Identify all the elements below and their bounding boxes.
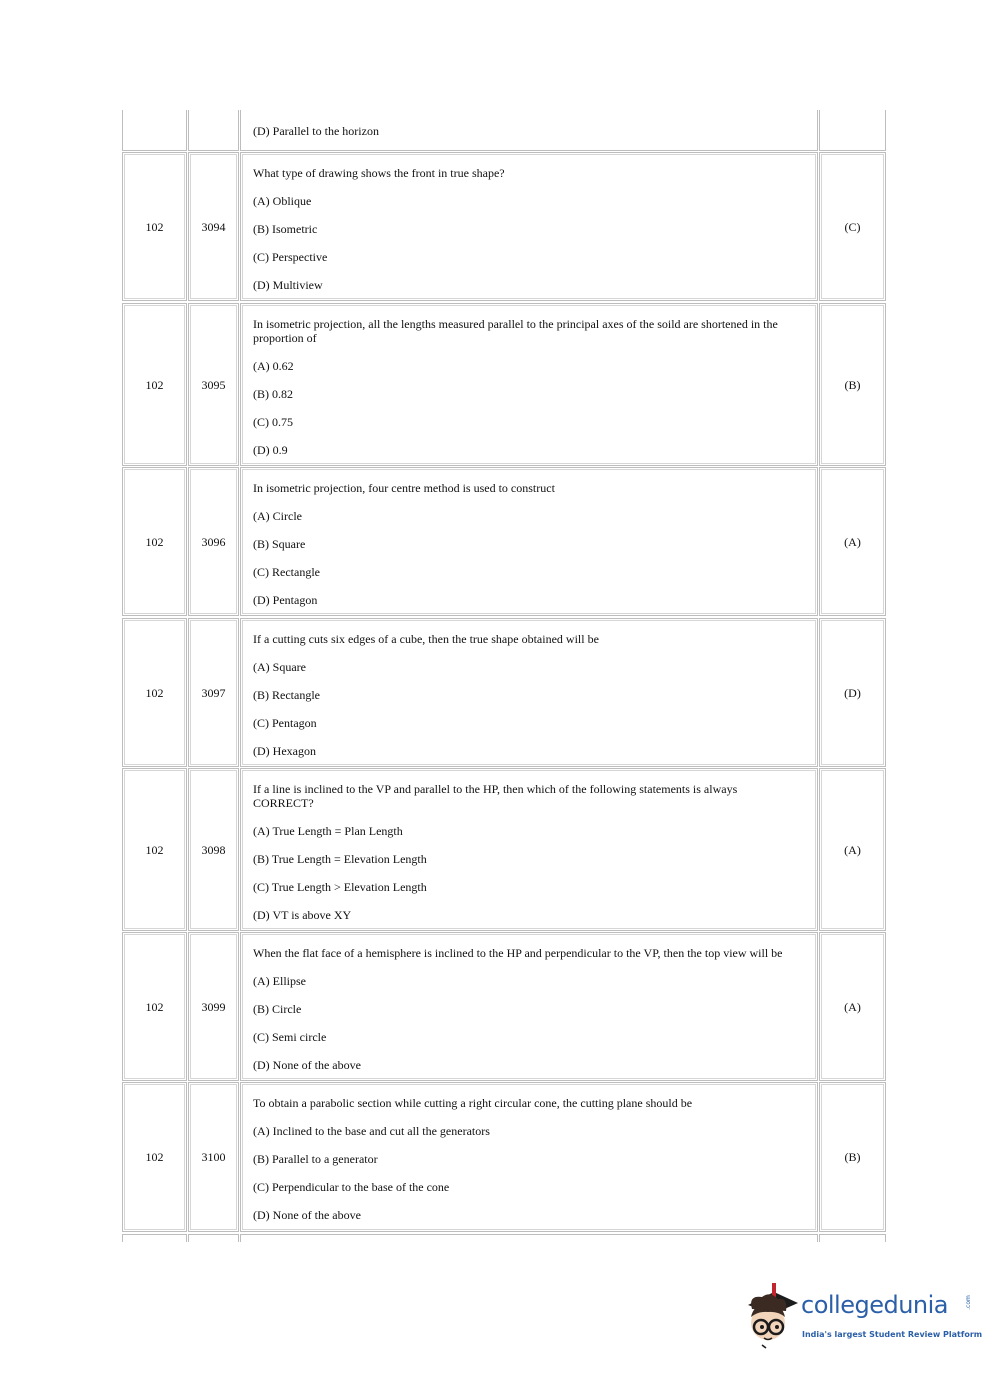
option-c: (C) Perspective — [253, 250, 328, 264]
option-b: (B) Square — [253, 537, 306, 551]
subject-code: 102 — [145, 535, 164, 549]
logo-tagline: India's largest Student Review Platform — [802, 1330, 983, 1339]
table-row — [122, 152, 886, 301]
option-d: (D) Hexagon — [253, 744, 316, 758]
question-text: In isometric projection, four centre method is used to construct — [253, 481, 555, 495]
table-row — [122, 303, 886, 466]
subject-code: 102 — [145, 220, 164, 234]
subject-code: 102 — [145, 378, 164, 392]
question-id: 3096 — [201, 535, 226, 549]
table-row — [122, 932, 886, 1081]
answer-key: (A) — [844, 843, 861, 857]
question-id: 3100 — [201, 1150, 226, 1164]
question-id: 3094 — [201, 220, 226, 234]
option-a: (A) Oblique — [253, 194, 312, 208]
question-text: In isometric projection, all the lengths measured parallel to the principal axes of the soild are shortened in the proportion of — [253, 317, 778, 345]
cell-question-id — [188, 110, 239, 151]
answer-key: (B) — [844, 1150, 861, 1164]
question-text: To obtain a parabolic section while cutting a right circular cone, the cutting plane should be — [253, 1096, 693, 1110]
option-b: (B) Parallel to a generator — [253, 1152, 378, 1166]
question-block — [253, 317, 793, 457]
option-d: (D) VT is above XY — [253, 908, 352, 922]
option-b: (B) 0.82 — [253, 387, 293, 401]
question-text: What type of drawing shows the front in true shape? — [253, 166, 505, 180]
option-a: (A) Ellipse — [253, 974, 306, 988]
option-d: (D) None of the above — [253, 1058, 361, 1072]
question-id: 3098 — [201, 843, 226, 857]
option-d: (D) Multiview — [253, 278, 323, 292]
question-id: 3097 — [201, 686, 226, 700]
question-id: 3099 — [201, 1000, 226, 1014]
option-c: (C) 0.75 — [253, 415, 293, 429]
option-c: (C) Perpendicular to the base of the cone — [253, 1180, 450, 1194]
option-a: (A) Inclined to the base and cut all the generators — [253, 1124, 490, 1138]
option-d: (D) Pentagon — [253, 593, 318, 607]
option-d: (D) 0.9 — [253, 443, 288, 457]
subject-code: 102 — [145, 843, 164, 857]
table-row — [122, 618, 886, 767]
option-a: (A) Circle — [253, 509, 302, 523]
question-block — [253, 1096, 793, 1222]
table-row — [122, 467, 886, 616]
option-c: (C) Pentagon — [253, 716, 317, 730]
question-block — [253, 166, 793, 292]
logo-wordmark: collegedunia — [801, 1291, 949, 1319]
option-b: (B) Circle — [253, 1002, 302, 1016]
mascot-icon — [742, 1283, 800, 1349]
answer-key: (C) — [844, 220, 861, 234]
option-a: (A) Square — [253, 660, 306, 674]
cell-answer — [819, 110, 886, 151]
option-text: (D) Parallel to the horizon — [253, 124, 379, 138]
question-text: If a line is inclined to the VP and parallel to the HP, then which of the following statements is always CORRECT? — [253, 782, 738, 810]
answer-key: (B) — [844, 378, 861, 392]
option-d: (D) None of the above — [253, 1208, 361, 1222]
cell-question — [240, 110, 818, 151]
table-row-continuation — [122, 1234, 886, 1242]
answer-key: (A) — [844, 1000, 861, 1014]
logo-suffix: .com — [964, 1295, 972, 1310]
option-c: (C) Semi circle — [253, 1030, 327, 1044]
question-text: If a cutting cuts six edges of a cube, then the true shape obtained will be — [253, 632, 599, 646]
question-block — [253, 481, 793, 607]
question-block — [253, 632, 793, 758]
answer-key: (A) — [844, 535, 861, 549]
option-c: (C) Rectangle — [253, 565, 320, 579]
question-text: When the flat face of a hemisphere is inclined to the HP and perpendicular to the VP, then the top view will be — [253, 946, 783, 960]
table-row — [122, 768, 886, 931]
table-row-fragment — [122, 110, 886, 151]
option-a: (A) True Length = Plan Length — [253, 824, 403, 838]
table-row — [122, 1082, 886, 1232]
option-b: (B) Rectangle — [253, 688, 320, 702]
question-block — [253, 946, 793, 1072]
question-block — [253, 782, 793, 922]
option-c: (C) True Length > Elevation Length — [253, 880, 427, 894]
option-a: (A) 0.62 — [253, 359, 294, 373]
subject-code: 102 — [145, 686, 164, 700]
answer-key: (D) — [844, 686, 861, 700]
option-b: (B) Isometric — [253, 222, 318, 236]
collegedunia-logo — [742, 1283, 983, 1355]
option-b: (B) True Length = Elevation Length — [253, 852, 427, 866]
cell-subject-code — [122, 110, 187, 151]
subject-code: 102 — [145, 1150, 164, 1164]
question-id: 3095 — [201, 378, 226, 392]
subject-code: 102 — [145, 1000, 164, 1014]
